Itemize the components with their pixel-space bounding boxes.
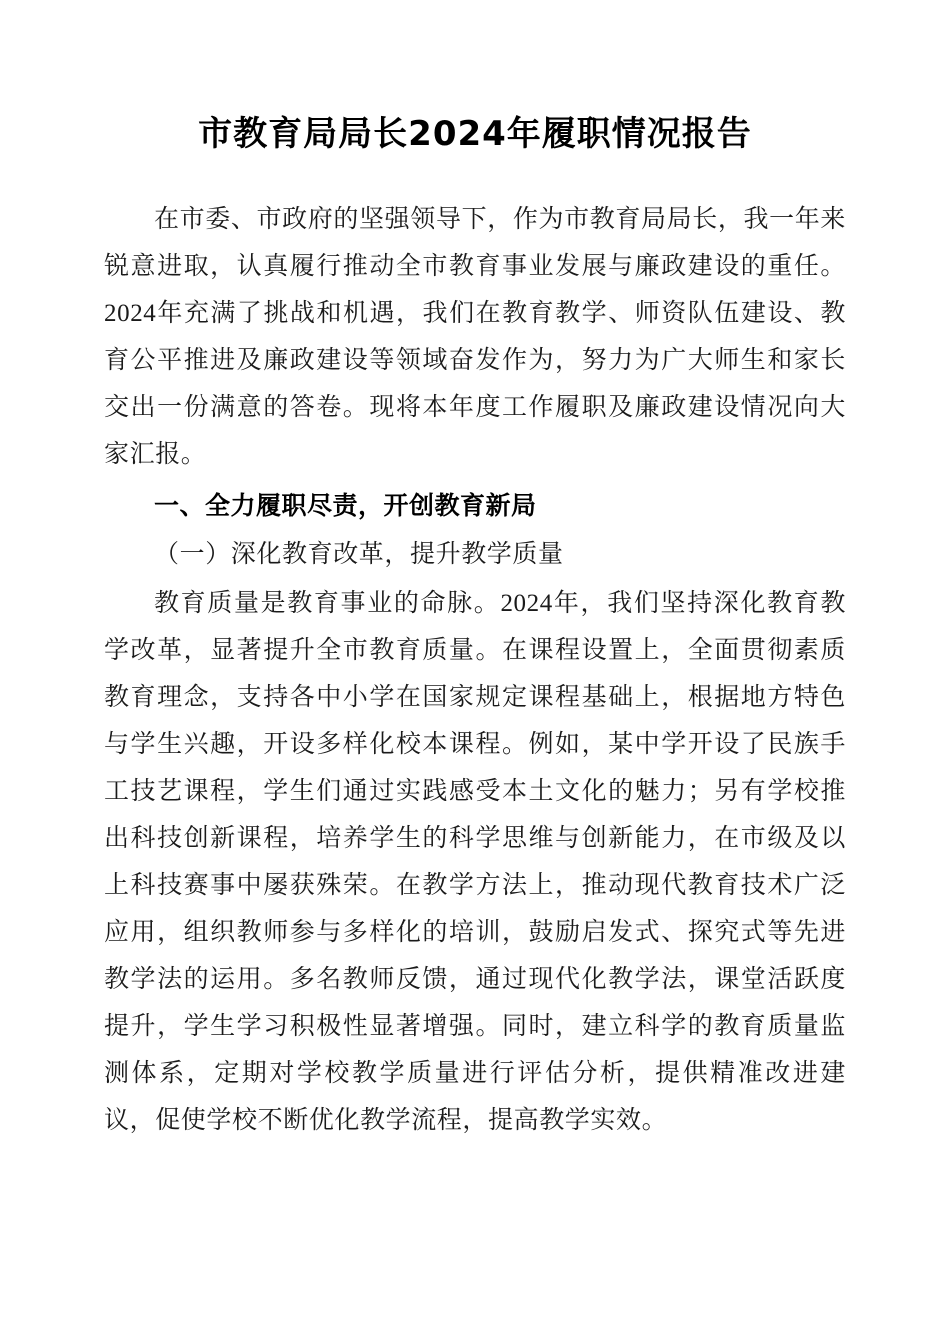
paragraph-body-1: 教育质量是教育事业的命脉。2024年，我们坚持深化教育教学改革，显著提升全市教育质量。在课程设置上，全面贯彻素质教育理念，支持各中小学在国家规定课程基础上，根据地方特色与学生兴趣，开设多样化校本课程。例如，某中学开设了民族手工技艺课程，学生们通过实践感受本土文化的魅力；另有学校推出科技创新课程，培养学生的科学思维与创新能力，在市级及以上科技赛事中屡获殊荣。在教学方法上，推动现代教育技术广泛应用，组织教师参与多样化的培训，鼓励启发式、探究式等先进教学法的运用。多名教师反馈，通过现代化教学法，课堂活跃度提升，学生学习积极性显著增强。同时，建立科学的教育质量监测体系，定期对学校教学质量进行评估分析，提供精准改进建议，促使学校不断优化教学流程，提高教学实效。	[104, 589, 846, 1134]
page-title: 市教育局局长2024年履职情况报告	[198, 114, 752, 154]
subsection-heading-1: （一）深化教育改革，提升教学质量	[154, 540, 564, 568]
paragraph-intro: 在市委、市政府的坚强领导下，作为市教育局局长，我一年来锐意进取，认真履行推动全市教育事业发展与廉政建设的重任。2024年充满了挑战和机遇，我们在教育教学、师资队伍建设、教育公平推进及廉政建设等领域奋发作为，努力为广大师生和家长交出一份满意的答卷。现将本年度工作履职及廉政建设情况向大家汇报。	[104, 205, 846, 468]
section-heading-1: 一、全力履职尽责，开创教育新局	[154, 490, 537, 520]
